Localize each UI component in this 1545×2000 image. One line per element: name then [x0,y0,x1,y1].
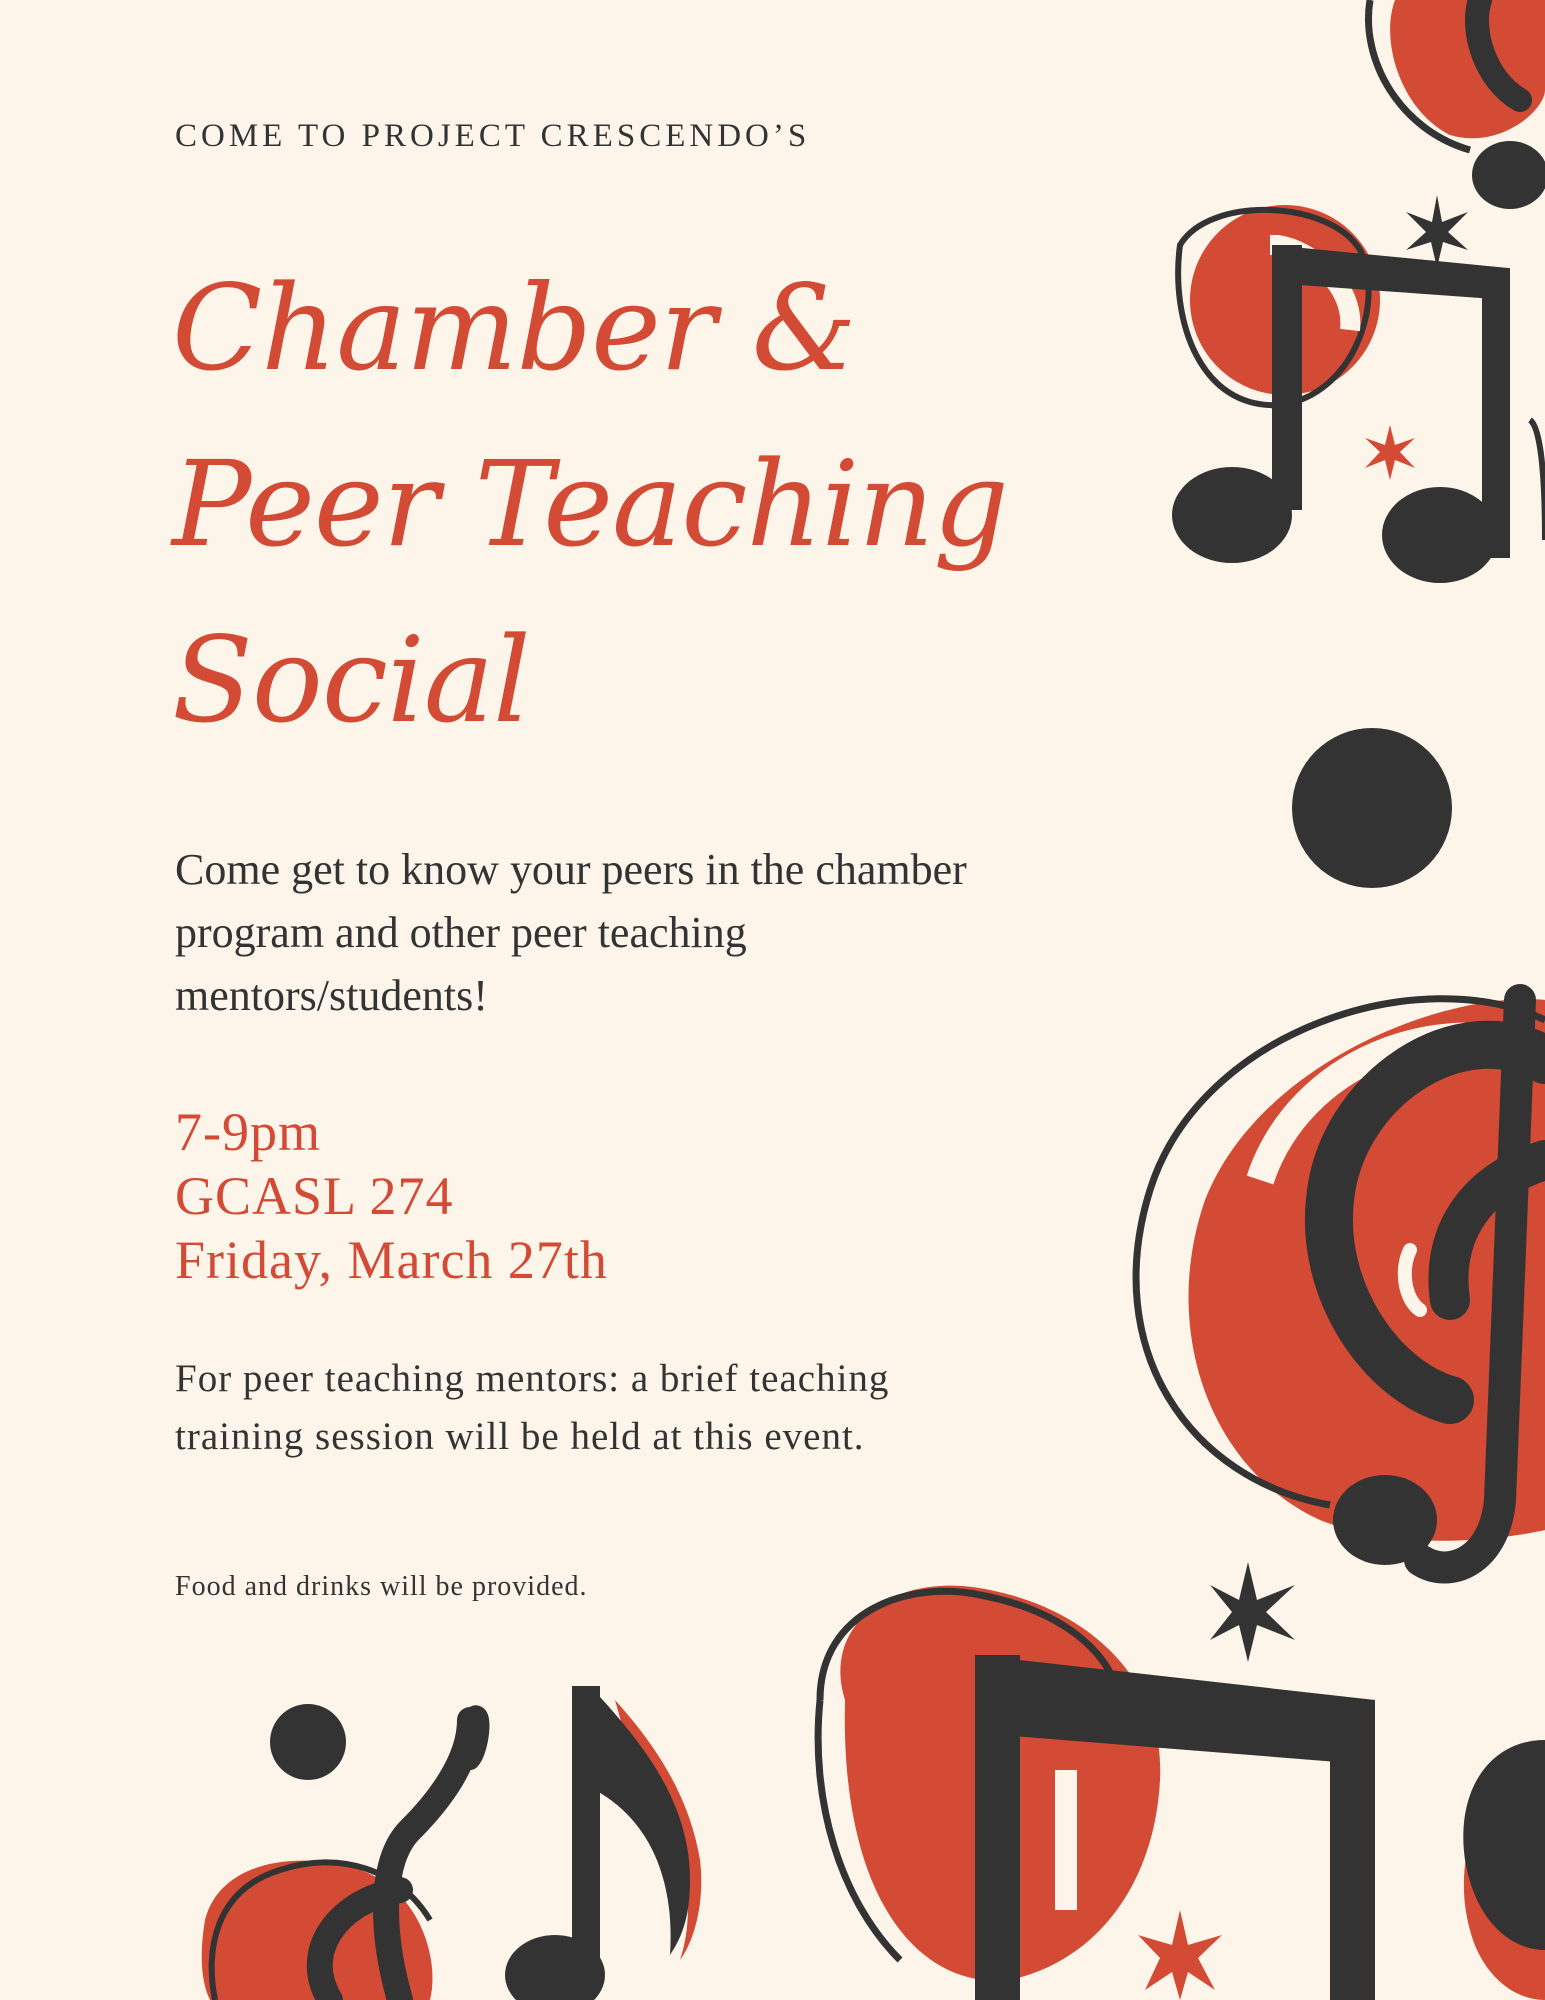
title-line-3: Social [172,611,530,749]
event-eyebrow: COME TO PROJECT CRESCENDO’S [175,118,811,154]
treble-clef-top-icon [1368,0,1545,209]
note-head-icon [1463,1740,1545,2000]
event-intro: Come get to know your peers in the chamber program and other peer teaching mentors/students! [175,845,967,1020]
treble-clef-icon [1136,999,1545,1568]
treble-clef-icon [202,1704,480,2000]
dot-icon [1292,728,1452,888]
mentor-note: For peer teaching mentors: a brief teaching training session will be held at this event. [175,1357,890,1458]
beamed-eighth-notes-icon [1172,205,1545,583]
event-date: Friday, March 27th [175,1230,608,1290]
event-location: GCASL 274 [175,1166,454,1226]
food-note: Food and drinks will be provided. [175,1571,588,1602]
event-title [172,240,1008,768]
event-details [175,1100,608,1292]
sparkle-icon [1210,1562,1295,1662]
title-line-2: Peer Teaching [172,435,1008,573]
sparkle-icon [1406,195,1468,268]
event-time: 7-9pm [175,1102,321,1162]
eighth-note-icon [505,1686,701,2000]
title-line-1: Chamber & [172,259,856,397]
beamed-eighth-notes-icon [818,1586,1375,2000]
